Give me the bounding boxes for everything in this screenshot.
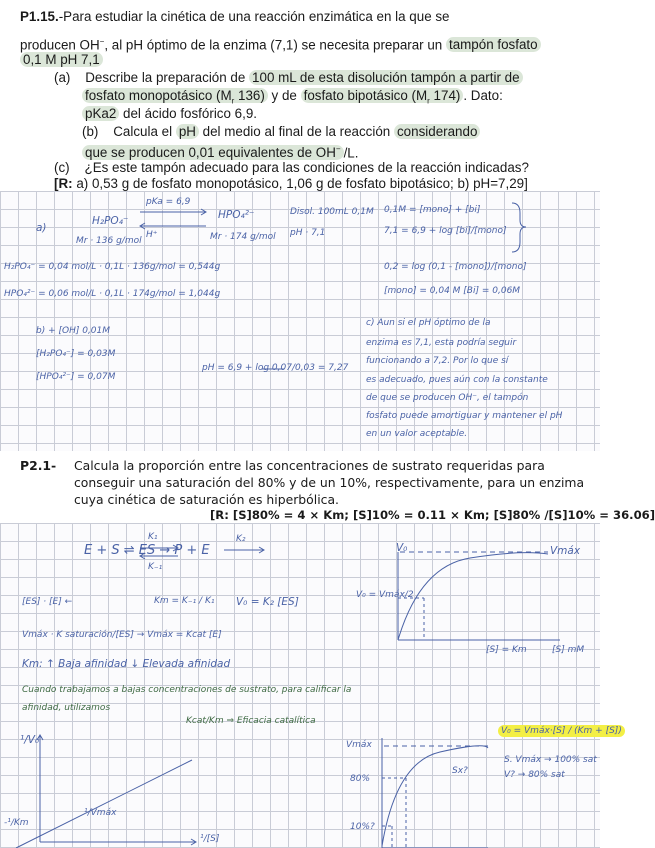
p115-part-a-line2: fosfato monopotásico ($M_r$ 136) y de fosfato bipotásico ($M_r$ 174) . Dato: xyxy=(82,87,503,110)
note1-disol: Disol. 100mL 0,1M xyxy=(290,207,374,217)
note2-mm-eq: V₀ = Vmáx·[S] / (Km + [S]) xyxy=(498,726,625,737)
note2-vmax-eq: Vmáx · K saturación/[ES] → Vmáx = Kcat [E] xyxy=(22,630,222,640)
p115-part-b-line1: (b) Calcula el pH del medio al final de la reacción considerando xyxy=(82,123,480,140)
note2-pct10: 10%? xyxy=(350,822,375,832)
note2-neg-inv-km: -¹/Km xyxy=(4,818,29,828)
note2-inv-v0: ¹/V₀ xyxy=(20,734,40,746)
p115-part-c: (c) ¿Es este tampón adecuado para las condiciones de la reacción indicadas? xyxy=(54,160,529,175)
problem-p21 xyxy=(0,451,655,523)
note1-ph-calc: pH = 6,9 + log 0,07/0,03 = 7,27 xyxy=(202,363,349,373)
note1-eq2: 7,1 = 6,9 + log [bi]/[mono] xyxy=(384,226,507,236)
note1-eq1: 0,1M = [mono] + [bi] xyxy=(384,205,481,215)
note1-c1: c) Aun si el pH óptimo de la xyxy=(366,318,491,328)
note1-calc2: HPO₄²⁻ = 0,06 mol/L · 0,1L · 174g/mol = 1,044g xyxy=(4,289,221,299)
note2-note1: Cuando trabajamos a bajas concentraciones de sustrato, para calificar la xyxy=(22,685,352,695)
p21-line3: cuya cinética de saturación es hiperbólica. xyxy=(74,492,339,507)
note2-v0-eq: V₀ = K₂ [ES] xyxy=(236,596,299,608)
note2-s2: V? → 80% sat xyxy=(504,770,565,780)
note2-k2: K₂ xyxy=(236,534,246,544)
problem-p115 xyxy=(0,0,600,191)
note1-ph: pH · 7,1 xyxy=(290,228,326,238)
p21-line1: Calcula la proporción entre las concentraciones de sustrato requeridas para xyxy=(74,458,545,473)
note2-v0-axis: V₀ xyxy=(396,542,408,554)
note2-km-note: Km: ↑ Baja afinidad ↓ Elevada afinidad xyxy=(22,658,231,670)
note2-vmax-label: Vmáx xyxy=(550,545,581,557)
p115-line2: producen OH−, al pH óptimo de la enzima (7,1) se necesita preparar un tampón fosfato xyxy=(20,33,541,53)
p115-line1: P1.15.-Para estudiar la cinética de una reacción enzimática en la que se xyxy=(20,9,450,24)
note1-mr2: Mr · 174 g/mol xyxy=(210,232,276,242)
note1-hplus: H⁺ xyxy=(146,230,158,240)
note2-inv-s: ¹/[S] xyxy=(200,834,220,844)
p21-answer: [R: [S]80% = 4 × Km; [S]10% = 0.11 × Km; [S]80% /[S]10% = 36.06] xyxy=(210,508,655,522)
note1-c4: es adecuado, pues aún con la constante xyxy=(366,375,548,385)
note1-c3: funcionando a 7,2. Por lo que sí xyxy=(366,356,509,366)
note2-s1: S. Vmáx → 100% sat xyxy=(504,755,597,765)
note2-pct80: 80% xyxy=(350,774,371,784)
note2-sx: Sx? xyxy=(452,766,468,776)
note1-result: [mono] = 0,04 M [Bi] = 0,06M xyxy=(384,286,521,296)
note1-mr1: Mr · 136 g/mol xyxy=(76,236,142,246)
note1-c6: fosfato puede amortiguar y mantener el pH xyxy=(366,411,563,421)
p115-answer: [R: a) 0,53 g de fosfato monopotásico, 1,06 g de fosfato bipotásico; b) pH=7,29] xyxy=(54,176,528,191)
note1-b2: [H₂PO₄⁻] = 0,03M xyxy=(36,349,116,359)
note1-b3: [HPO₄²⁻] = 0,07M xyxy=(36,372,116,382)
note1-c7: en un valor aceptable. xyxy=(366,429,468,439)
p115-part-a-line3: pKa2 del ácido fosfórico 6,9. xyxy=(82,105,257,122)
note2-s-km: [S] = Km xyxy=(486,645,527,655)
note1-a-label: a) xyxy=(36,222,47,234)
note2-s-mm: [S] mM xyxy=(552,645,585,655)
p115-part-b-line2: que se producen 0,01 equivalentes de OH− /L. xyxy=(82,141,358,161)
note2-km-def: Km = K₋₁ / K₁ xyxy=(154,596,215,606)
note2-inv-vmax: ¹/Vmáx xyxy=(84,808,117,818)
note1-b1: b) + [OH] 0,01M xyxy=(36,326,111,336)
note2-k1: K₁ xyxy=(148,532,158,542)
note2-vmax2: Vmáx xyxy=(346,740,372,750)
note2-v0-half: V₀ = Vmáx/2 xyxy=(356,590,414,600)
note1-hpo4: HPO₄²⁻ xyxy=(218,209,255,221)
p21-title: P2.1- xyxy=(20,458,57,473)
note1-c5: de que se producen OH⁻, el tampón xyxy=(366,393,529,403)
p115-part-a-line1: (a) Describe la preparación de 100 mL de esta disolución tampón a partir de xyxy=(54,69,523,86)
note1-pka: pKa = 6,9 xyxy=(146,197,191,207)
note2-reaction: E + S ⇌ ES → P + E xyxy=(84,543,210,558)
note1-eq3: 0,2 = log (0,1 - [mono])/[mono] xyxy=(384,262,527,272)
note2-note2: afinidad, utilizamos xyxy=(22,703,111,713)
note2-es: [ES] · [E] ← xyxy=(22,597,73,607)
note1-calc1: H₂PO₄⁻ = 0,04 mol/L · 0,1L · 136g/mol = 0,544g xyxy=(4,262,221,272)
p115-line3: 0,1 M pH 7,1 xyxy=(20,51,103,68)
note1-h2po4: H₂PO₄⁻ xyxy=(92,215,129,227)
p21-line2: conseguir una saturación del 80% y de un 10%, respectivamente, para un enzima xyxy=(74,475,585,490)
note2-kcat-km: Kcat/Km ⇒ Eficacia catalítica xyxy=(186,716,316,726)
note1-c2: enzima es 7,1, esta podría seguir xyxy=(366,338,517,348)
note2-k-1: K₋₁ xyxy=(148,562,163,572)
